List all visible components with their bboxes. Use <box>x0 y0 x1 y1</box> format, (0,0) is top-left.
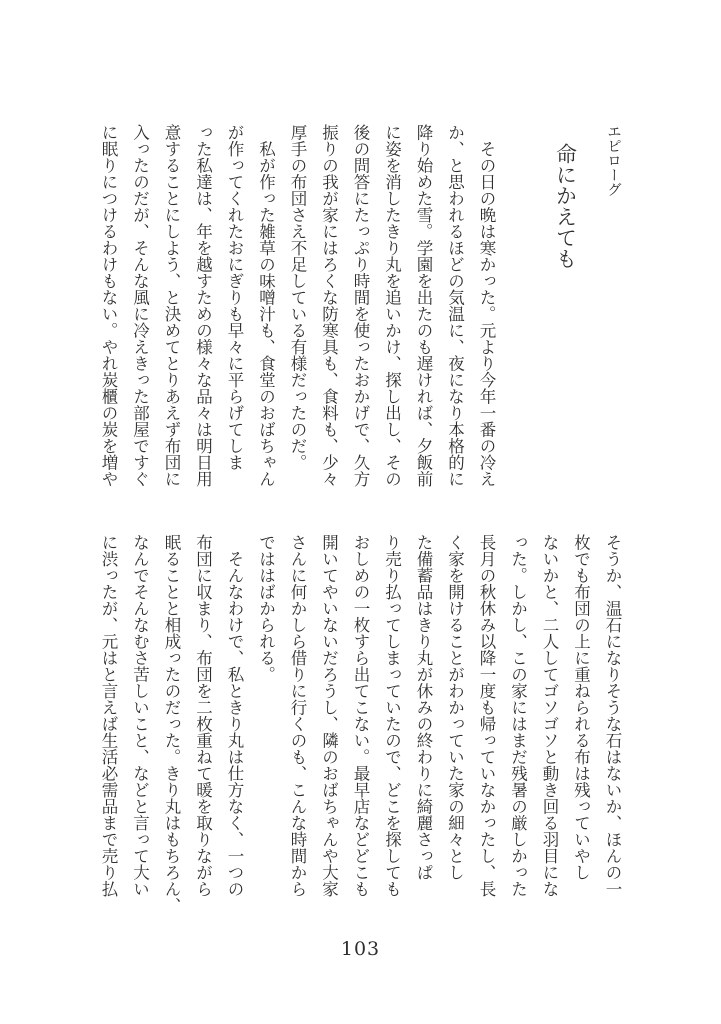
text-line: った私達は、年を越すための様々な品々は明日用 <box>193 124 213 487</box>
text-line: ないかと、二人してゴソゴソと動き回る羽目にな <box>540 534 559 897</box>
lower-text-block <box>93 534 629 914</box>
page-number: 103 <box>340 938 381 960</box>
text-line: 長月の秋休み以降一度も帰っていなかったし、長 <box>477 534 496 897</box>
text-line: く家を開けることがわかっていた家の細々とし <box>445 534 465 881</box>
text-line: 入ったのだが、そんな風に冷えきった部屋ですぐ <box>130 124 150 487</box>
text-line: に眠りにつけるわけもない。やれ炭櫃の炭を増や <box>99 124 118 487</box>
text-line: おしめの一枚すら出てこない。最早店などどこも <box>351 534 370 897</box>
text-line: そんなわけで、私ときり丸は仕方なく、一つの <box>225 534 244 897</box>
text-line: その日の晩は寒かった。元より今年一番の冷え <box>477 124 496 487</box>
text-line: さんに何かしら借りに行くのも、こんな時間から <box>288 534 307 897</box>
text-line: に姿を消したきり丸を追いかけ、探し出し、その <box>382 124 402 487</box>
text-line: そうか、温石になりそうな石はないか、ほんの一 <box>603 534 622 897</box>
text-line: た備蓄品はきり丸が休みの終わりに綺麗さっぱ <box>414 534 433 881</box>
text-line: 眠ることと相成ったのだった。きり丸はもちろん、 <box>162 534 181 914</box>
text-line: が作ってくれたおにぎりも早々に平らげてしま <box>225 124 244 471</box>
text-line: でははばかられる。 <box>256 534 276 683</box>
text-line: か、と思われるほどの気温に、夜になり本格的に <box>445 124 465 487</box>
section-title: 命にかえても <box>553 143 578 269</box>
text-line: 私が作った雑草の味噌汁も、食堂のおばちゃん <box>256 124 276 487</box>
text-line: 布団に収まり、布団を二枚重ねて暖を取りながら <box>193 534 213 897</box>
text-line: り売り払ってしまっていたので、どこを探しても <box>382 534 402 897</box>
text-line: 枚でも布団の上に重ねられる布は残っていやし <box>571 534 591 881</box>
chapter-label: エピローグ <box>605 124 621 197</box>
text-line: 厚手の布団さえ不足している有様だったのだ。 <box>288 124 307 471</box>
text-line: に渋ったが、元はと言えば生活必需品まで売り払 <box>99 534 118 897</box>
text-line: 後の問答にたっぷり時間を使ったおかげで、久方 <box>351 124 370 487</box>
text-line: 意することにしよう、と決めてとりあえず布団に <box>162 124 181 487</box>
text-line: 開いてやいないだろうし、隣のおばちゃんや大家 <box>319 534 339 897</box>
text-line: った。しかし、この家にはまだ残暑の厳しかった <box>508 534 528 897</box>
upper-text-block <box>93 124 629 487</box>
text-line: 振りの我が家にはろくな防寒具も、食料も、少々 <box>319 124 339 487</box>
text-line: 降り始めた雪。学園を出たのも遅ければ、夕飯前 <box>414 124 433 487</box>
text-line: なんでそんなむさ苦しいこと、などと言って大い <box>130 534 150 897</box>
